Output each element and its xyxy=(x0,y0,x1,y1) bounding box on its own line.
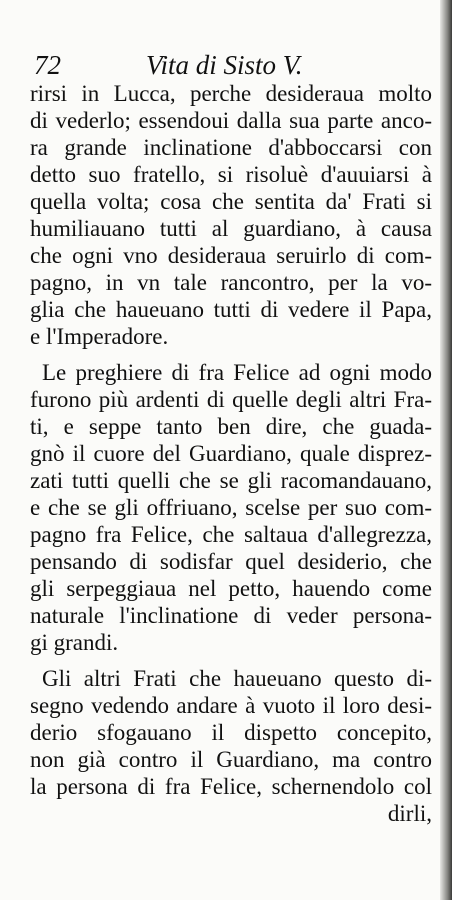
running-title: Vita di Sisto V. xyxy=(146,50,303,80)
text-line: e che se gli offriuano, scelse per suo com- xyxy=(30,495,432,520)
page-edge-shadow xyxy=(440,0,452,900)
text-line: naturale l'inclinatione di veder persona- xyxy=(30,603,432,628)
page-number: 72 xyxy=(34,50,61,80)
text-line: furono più ardenti di quelle degli altri Fra- xyxy=(30,387,432,412)
text-line: quella volta; cosa che sentita da' Frati si xyxy=(30,189,432,214)
text-line: pagno, in vn tale rancontro, per la vo- xyxy=(30,270,432,295)
text-line: la persona di fra Felice, schernendolo col xyxy=(30,774,432,799)
text-line: gli serpeggiaua nel petto, hauendo come xyxy=(30,576,432,601)
text-line: derio sfogauano il dispetto concepito, xyxy=(30,720,432,745)
text-line: detto suo fratello, si risoluè d'auuiarsi à xyxy=(30,162,432,187)
paragraph xyxy=(30,359,432,656)
text-line: non già contro il Guardiano, ma contro xyxy=(30,747,432,772)
text-line: che ogni vno desideraua seruirlo di com- xyxy=(30,243,432,268)
body-text xyxy=(30,80,432,827)
text-line: gi grandi. xyxy=(30,630,119,655)
text-line: humiliauano tutti al guardiano, à causa xyxy=(30,216,432,241)
text-line: zati tutti quelli che se gli racomandauano, xyxy=(30,468,432,493)
page-header xyxy=(34,50,414,84)
paragraph xyxy=(30,80,432,350)
text-line: Gli altri Frati che haueuano questo di- xyxy=(42,666,432,691)
text-line: ra grande inclinatione d'abboccarsi con xyxy=(30,135,432,160)
text-line: ti, e seppe tanto ben dire, che guada- xyxy=(30,414,432,439)
text-line: gnò il cuore del Guardiano, quale disprez- xyxy=(30,441,432,466)
text-line: pagno fra Felice, che saltaua d'allegrezza, xyxy=(30,522,432,547)
text-line: segno vedendo andare à vuoto il loro desi- xyxy=(30,693,432,718)
text-line: Le preghiere di fra Felice ad ogni modo xyxy=(42,360,432,385)
text-line: di vederlo; essendoui dalla sua parte anco- xyxy=(30,108,432,133)
text-line: dirli, xyxy=(387,801,432,826)
paragraph xyxy=(30,665,432,827)
text-line: rirsi in Lucca, perche desideraua molto xyxy=(30,81,432,106)
text-line: glia che haueuano tutti di vedere il Papa, xyxy=(30,297,432,322)
text-line: e l'Imperadore. xyxy=(30,324,169,349)
text-line: pensando di sodisfar quel desiderio, che xyxy=(30,549,432,574)
